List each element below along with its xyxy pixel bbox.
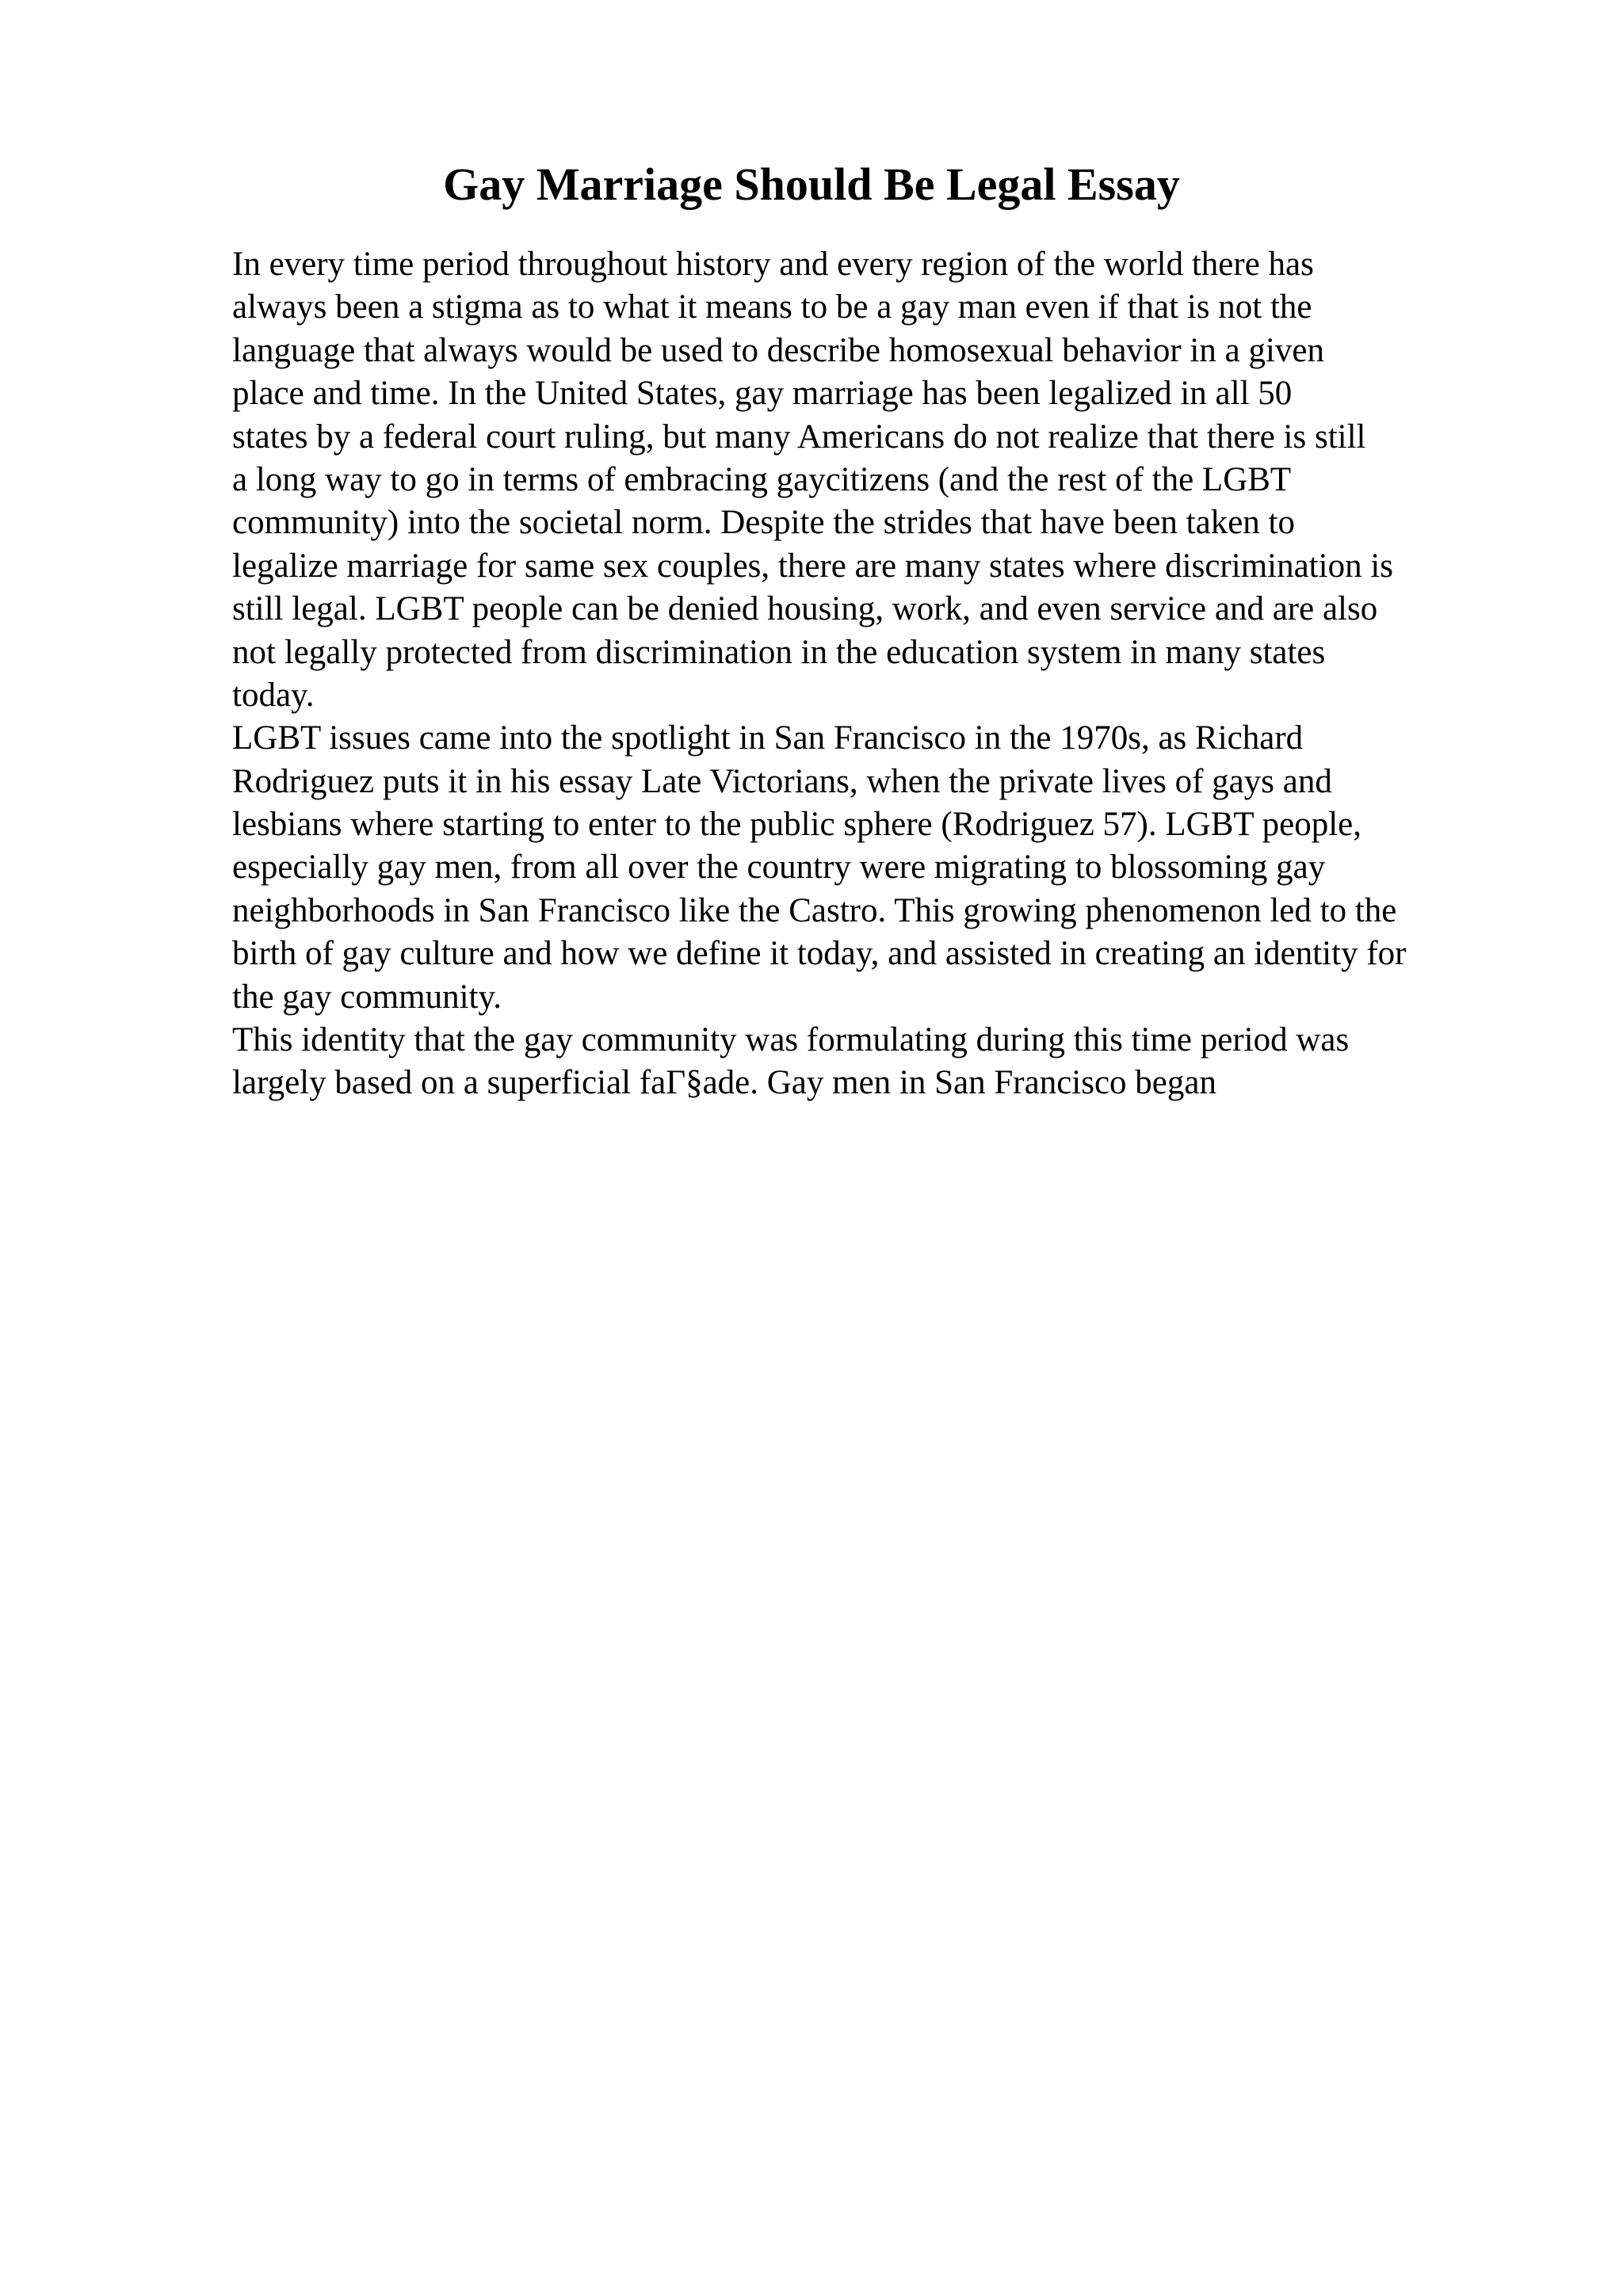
text-line: place and time. In the United States, gay marriage has been legalized in all 50 (232, 375, 1293, 413)
text-line: the gay community. (232, 978, 502, 1016)
text-line: This identity that the gay community was formulating during this time period was (232, 1021, 1350, 1059)
text-line: largely based on a superficial faΓ§ade. Gay men in San Francisco began (232, 1064, 1216, 1102)
text-line: not legally protected from discrimination in the education system in many states (232, 633, 1326, 671)
text-line: In every time period throughout history and every region of the world there has (232, 246, 1314, 283)
text-line: today. (232, 676, 315, 714)
text-line: LGBT issues came into the spotlight in San Francisco in the 1970s, as Richard (232, 719, 1304, 757)
text-line: lesbians where starting to enter to the public sphere (Rodriguez 57). LGBT people, (232, 806, 1361, 844)
text-line: still legal. LGBT people can be denied housing, work, and even service and are also (232, 590, 1378, 628)
text-line: language that always would be used to describe homosexual behavior in a given (232, 331, 1324, 369)
text-line: neighborhoods in San Francisco like the Castro. This growing phenomenon led to the (232, 891, 1397, 929)
text-line: states by a federal court ruling, but many Americans do not realize that there is still (232, 418, 1366, 456)
text-line: birth of gay culture and how we define it today, and assisted in creating an identity for (232, 935, 1407, 973)
text-line: Rodriguez puts it in his essay Late Victorians, when the private lives of gays and (232, 762, 1332, 800)
text-line: a long way to go in terms of embracing gaycitizens (and the rest of the LGBT (232, 460, 1292, 498)
text-line: community) into the societal norm. Despite the strides that have been taken to (232, 504, 1295, 542)
text-line: always been a stigma as to what it means to be a gay man even if that is not the (232, 288, 1312, 326)
text-line: especially gay men, from all over the country were migrating to blossoming gay (232, 849, 1326, 887)
essay-body (232, 243, 1595, 1105)
essay-title: Gay Marriage Should Be Legal Essay (443, 158, 1180, 210)
text-line: legalize marriage for same sex couples, there are many states where discrimination is (232, 547, 1394, 585)
